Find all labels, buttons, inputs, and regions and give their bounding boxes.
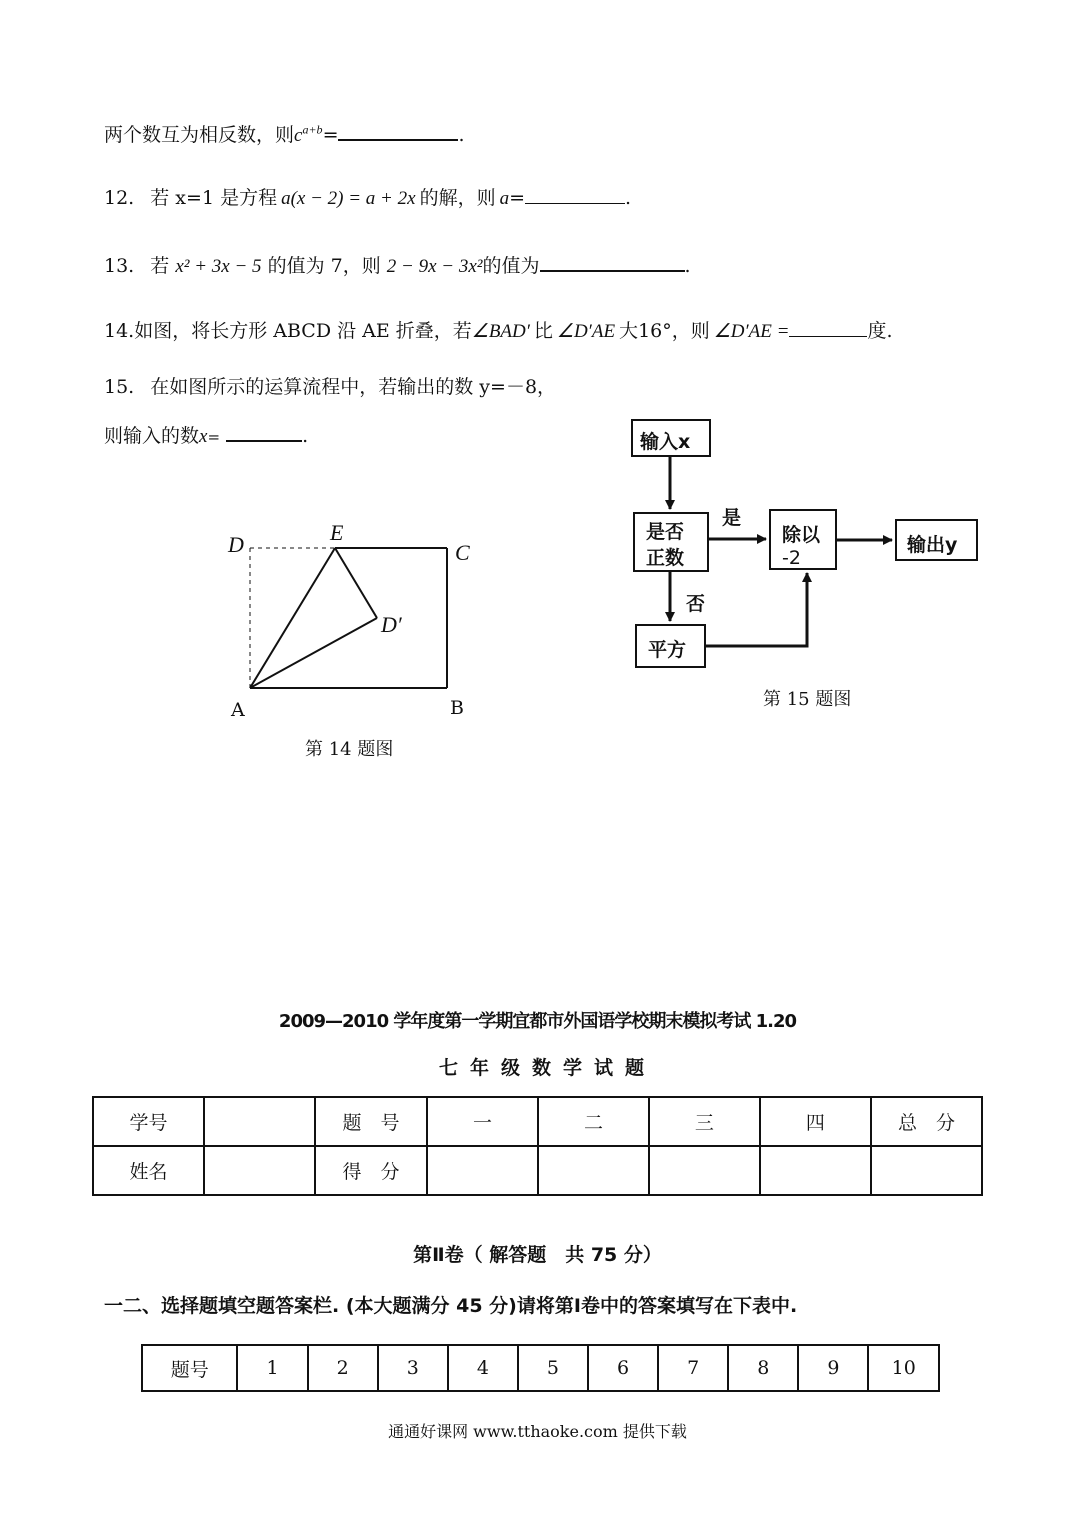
question-11-tail [104,120,465,147]
answer-cell-7: 7 [658,1345,728,1391]
figure-14-caption: 第 14 题图 [305,739,394,760]
answer-blank [540,252,685,272]
answer-table-row [142,1345,939,1391]
answer-table [141,1344,940,1392]
q14-angle2: ∠D′AE [556,321,616,342]
question-12 [104,183,631,210]
cell-score-3[interactable] [649,1146,760,1195]
q12-end: . [625,187,632,209]
q14-angle3: ∠D′AE = [713,321,790,342]
answer-cell-1: 1 [237,1345,307,1391]
cell-total-label: 总 分 [871,1097,982,1146]
q15-var: x [199,426,208,447]
q11-eq: = [322,124,339,146]
answer-cell-8: 8 [728,1345,798,1391]
answer-cell-10: 10 [868,1345,939,1391]
answer-blank [525,185,625,204]
cell-score-2[interactable] [538,1146,649,1195]
q12-eq: = [509,187,525,209]
q14-angle1: ∠BAD′ [471,321,530,342]
answer-blank [338,121,458,141]
answer-cell-4: 4 [448,1345,518,1391]
q13-expr2: 2 − 9x − 3x² [386,256,483,277]
cell-name-value[interactable] [204,1146,315,1195]
q11-exponent: a+b [302,122,323,137]
q14-pre: 如图，将长方形 ABCD 沿 AE 折叠，若 [134,320,472,342]
q15-end: . [302,425,309,447]
flow-divide-label-2: -2 [782,547,801,569]
flow-check-label-2: 正数 [646,547,685,569]
q12-pre: 若 x=1 是方程 [150,187,278,209]
answer-header-cell: 题号 [142,1345,237,1391]
flow-divide-label-1: 除以 [782,524,821,546]
cell-score-1[interactable] [427,1146,538,1195]
q13-post: 的值为 [482,255,540,277]
cell-part-1: 一 [427,1097,538,1146]
cell-score-4[interactable] [760,1146,871,1195]
exam-subtitle: 七年级数学试题 [438,1057,656,1079]
q13-end: . [684,255,691,277]
flow-output-label: 输出y [907,534,958,556]
flow-no-label: 否 [686,593,706,615]
label-e: E [330,520,344,545]
answer-cell-6: 6 [588,1345,658,1391]
answer-cell-9: 9 [798,1345,868,1391]
answer-instruction: 一二、选择题填空题答案栏. (本大题满分 45 分)请将第Ⅰ卷中的答案填写在下表中. [104,1295,798,1317]
cell-student-id-label: 学号 [93,1097,204,1146]
cell-part-4: 四 [760,1097,871,1146]
cell-student-id-value[interactable] [204,1097,315,1146]
q13-pre: 若 [150,255,170,277]
flow-yes-label: 是 [722,507,742,529]
q12-number: 12. [104,187,135,209]
question-13 [104,251,691,278]
q11-base: c [294,125,303,146]
q15-number: 15. [104,376,135,398]
edge-ed-prime [335,548,377,618]
q12-equation: a(x − 2) = a + 2x [281,188,416,209]
score-table [92,1096,983,1196]
flow-input-label: 输入x [640,431,691,453]
label-a: A [231,699,245,721]
q14-mid1: 比 [533,320,553,342]
label-d: D [228,532,244,557]
q12-var: a [499,188,510,209]
q11-end: . [458,124,465,146]
answer-blank [789,318,867,337]
cell-name-label: 姓名 [93,1146,204,1195]
exam-title: 2009—2010 学年度第一学期宜都市外国语学校期末模拟考试 1.20 [278,1011,797,1032]
q13-number: 13. [104,255,135,277]
q15-line1: 在如图所示的运算流程中，若输出的数 y=－8， [150,376,557,398]
cell-score-total[interactable] [871,1146,982,1195]
arrow-square-to-divide [705,573,807,646]
question-15-line2 [104,421,308,448]
figure-15-caption: 第 15 题图 [763,689,852,710]
cell-part-2: 二 [538,1097,649,1146]
answer-blank [226,422,302,442]
q15-line2: 则输入的数 [104,425,200,447]
q11-text: 两个数互为相反数，则 [104,124,295,146]
flow-square-label: 平方 [648,639,687,661]
q14-number: 14. [104,320,135,342]
edge-ae [250,548,335,688]
cell-score-label: 得 分 [315,1146,427,1195]
label-b: B [450,697,464,719]
flow-check-label-1: 是否 [646,521,685,543]
q14-mid3: ，则 [671,320,710,342]
part-2-heading: 第Ⅱ卷（ 解答题 共 75 分） [413,1244,662,1266]
answer-cell-3: 3 [378,1345,448,1391]
q15-eq: = [207,428,221,446]
answer-cell-5: 5 [518,1345,588,1391]
q13-expr1: x² + 3x − 5 [175,256,262,277]
edge-d-prime-a [250,618,377,688]
score-table-row [93,1146,982,1195]
q12-mid: 的解，则 [419,187,496,209]
label-d-prime: D′ [381,612,402,637]
q13-mid: 的值为 7，则 [267,255,381,277]
q14-end: 度. [867,320,893,342]
question-15-line1 [104,372,556,399]
cell-question-no-label: 题 号 [315,1097,427,1146]
answer-cell-2: 2 [308,1345,378,1391]
q14-degree: 16° [638,320,672,342]
cell-part-3: 三 [649,1097,760,1146]
footer-source: 通通好课网 www.tthaoke.com 提供下载 [388,1422,687,1441]
q14-mid2: 大 [619,320,639,342]
question-14 [104,316,893,343]
score-table-row [93,1097,982,1146]
label-c: C [455,540,470,565]
